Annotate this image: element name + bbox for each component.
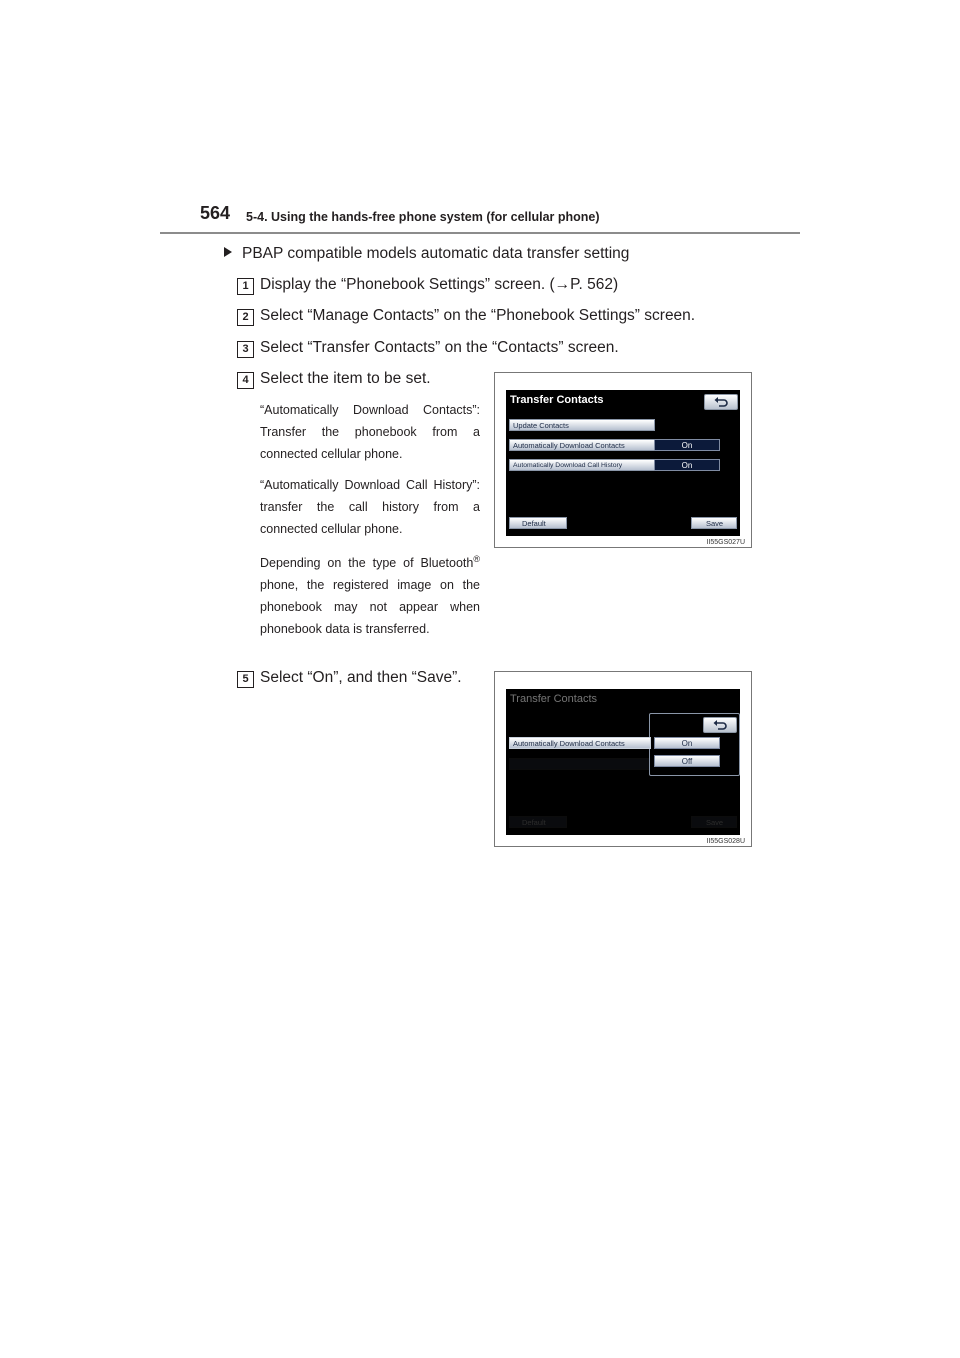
step-3 — [237, 340, 797, 360]
header-rule — [160, 232, 800, 234]
screen-title: Transfer Contacts — [510, 693, 598, 705]
registered-mark: ® — [473, 554, 480, 564]
step-1 — [237, 277, 797, 297]
display-screen — [506, 689, 740, 835]
note-bluetooth: Depending on the type of Bluetooth® phone, the registered image on the phonebook may not appear when phonebook data is transferred. — [260, 554, 480, 637]
step-number: 1 — [237, 278, 254, 295]
back-arrow-icon — [713, 719, 727, 731]
step-text: Select the item to be set. — [260, 370, 431, 387]
section-title: 5-4. Using the hands-free phone system (for cellular phone) — [246, 210, 600, 224]
back-button[interactable] — [704, 394, 738, 410]
note-auto-contacts: “Automatically Download Contacts”: Transfer the phonebook from a connected cellular phone. — [260, 403, 480, 461]
step-text: Select “On”, and then “Save”. — [260, 669, 462, 686]
default-button[interactable]: Default — [509, 517, 567, 529]
auto-download-contacts-button[interactable]: Automatically Download Contacts — [509, 737, 651, 749]
back-arrow-icon — [714, 396, 728, 408]
default-button: Default — [509, 816, 567, 828]
screenshot-transfer-contacts — [494, 372, 752, 548]
step-number: 2 — [237, 309, 254, 326]
step-text: Select “Transfer Contacts” on the “Contacts” screen. — [260, 339, 619, 356]
triangle-bullet-icon — [224, 247, 232, 257]
off-option-button[interactable]: Off — [654, 755, 720, 767]
figure-code: II55GS028U — [706, 838, 745, 845]
page-number: 564 — [200, 203, 231, 223]
back-button[interactable] — [703, 717, 737, 733]
display-screen — [506, 390, 740, 536]
save-button[interactable]: Save — [691, 517, 737, 529]
save-button: Save — [691, 816, 737, 828]
screenshot-select-on — [494, 671, 752, 847]
intro-line — [224, 245, 629, 263]
auto-download-history-value: On — [654, 459, 720, 471]
step-text: Select “Manage Contacts” on the “Phonebook Settings” screen. — [260, 307, 696, 324]
step-2 — [237, 308, 797, 328]
step-number: 5 — [237, 671, 254, 688]
step-number: 3 — [237, 341, 254, 358]
faded-menu-item — [509, 758, 655, 770]
update-contacts-button[interactable]: Update Contacts — [509, 419, 655, 431]
intro-text: PBAP compatible models automatic data transfer setting — [242, 245, 630, 262]
auto-download-contacts-value: On — [654, 439, 720, 451]
auto-download-contacts-button[interactable]: Automatically Download Contacts — [509, 439, 655, 451]
auto-download-history-button[interactable]: Automatically Download Call History — [509, 459, 655, 471]
figure-code: II55GS027U — [706, 539, 745, 546]
step-number: 4 — [237, 372, 254, 389]
note-auto-history: “Automatically Download Call History”: transfer the call history from a connected cellular phone. — [260, 478, 480, 536]
screen-title: Transfer Contacts — [510, 394, 604, 406]
on-option-button[interactable]: On — [654, 737, 720, 749]
step-text: Display the “Phonebook Settings” screen. (→P. 562) — [260, 276, 619, 293]
